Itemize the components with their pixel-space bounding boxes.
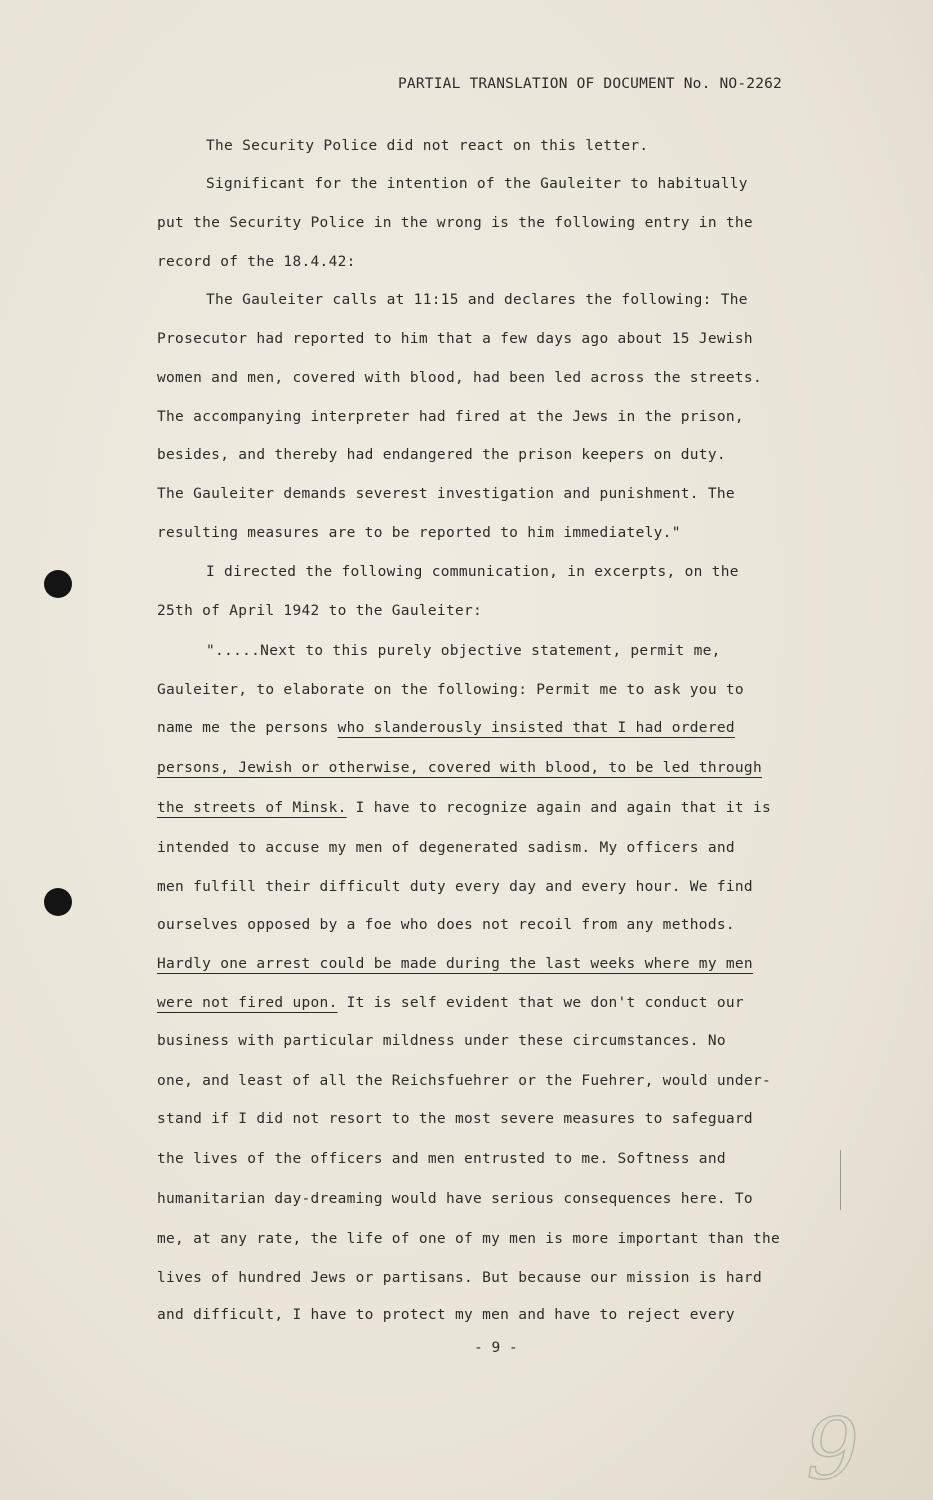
- text-line: [157, 525, 681, 541]
- punch-hole-bottom: [44, 888, 72, 916]
- text-line: [157, 800, 771, 816]
- text-segment: stand if I did not resort to the most severe measures to safeguard: [157, 1111, 753, 1127]
- text-line: [206, 564, 739, 580]
- text-line: [157, 447, 726, 463]
- text-segment: 25th of April 1942 to the Gauleiter:: [157, 603, 483, 619]
- text-line: [157, 1307, 735, 1323]
- underlined-text: the streets of Minsk.: [157, 800, 347, 816]
- text-line: [157, 1073, 771, 1089]
- text-segment: intended to accuse my men of degenerated sadism. My officers and: [157, 840, 735, 856]
- text-line: [157, 409, 744, 425]
- punch-hole-top: [44, 570, 72, 598]
- pencil-nine-mark: 9: [796, 1399, 868, 1498]
- text-line: [157, 1231, 780, 1247]
- text-segment: ourselves opposed by a foe who does not recoil from any methods.: [157, 917, 735, 933]
- text-line: [157, 760, 762, 776]
- text-line: [157, 1270, 762, 1286]
- text-line: [157, 603, 482, 619]
- text-line: [206, 643, 721, 659]
- document-header: PARTIAL TRANSLATION OF DOCUMENT No. NO-2262: [398, 76, 782, 92]
- text-segment: business with particular mildness under these circumstances. No: [157, 1033, 726, 1049]
- page-number: - 9 -: [474, 1340, 518, 1356]
- text-line: [157, 995, 744, 1011]
- text-line: [206, 176, 748, 192]
- text-segment: the lives of the officers and men entrusted to me. Softness and: [157, 1151, 726, 1167]
- text-segment: The accompanying interpreter had fired at the Jews in the prison,: [157, 409, 744, 425]
- text-segment: lives of hundred Jews or partisans. But because our mission is hard: [157, 1270, 762, 1286]
- text-line: [157, 956, 753, 972]
- text-segment: and difficult, I have to protect my men and have to reject every: [157, 1307, 735, 1323]
- text-line: [157, 1111, 753, 1127]
- text-line: [157, 840, 735, 856]
- text-segment: I directed the following communication, in excerpts, on the: [206, 564, 739, 580]
- text-segment: Prosecutor had reported to him that a few days ago about 15 Jewish: [157, 331, 753, 347]
- text-line: [157, 1191, 753, 1207]
- text-segment: Significant for the intention of the Gauleiter to habitually: [206, 176, 748, 192]
- text-segment: humanitarian day-dreaming would have serious consequences here. To: [157, 1191, 753, 1207]
- text-line: [157, 879, 753, 895]
- text-line: [157, 682, 744, 698]
- margin-bracket: [840, 1150, 849, 1210]
- text-line: [157, 720, 735, 736]
- text-segment: me, at any rate, the life of one of my men is more important than the: [157, 1231, 781, 1247]
- text-line: [157, 917, 735, 933]
- text-line: [206, 138, 648, 154]
- underlined-text: who slanderously insisted that I had ordered: [337, 720, 735, 736]
- text-segment: name me the persons: [157, 720, 338, 736]
- text-segment: put the Security Police in the wrong is the following entry in the: [157, 215, 753, 231]
- underlined-text: persons, Jewish or otherwise, covered with blood, to be led through: [157, 760, 762, 776]
- pencil-margin-note: [796, 1399, 868, 1498]
- text-segment: Gauleiter, to elaborate on the following: Permit me to ask you to: [157, 682, 744, 698]
- text-segment: resulting measures are to be reported to him immediately.": [157, 525, 681, 541]
- text-segment: ".....Next to this purely objective statement, permit me,: [206, 643, 721, 659]
- text-line: [157, 254, 356, 270]
- text-segment: The Gauleiter demands severest investigation and punishment. The: [157, 486, 735, 502]
- text-segment: men fulfill their difficult duty every day and every hour. We find: [157, 879, 753, 895]
- text-line: [157, 215, 753, 231]
- text-segment: The Gauleiter calls at 11:15 and declares the following: The: [206, 292, 748, 308]
- text-segment: women and men, covered with blood, had been led across the streets.: [157, 370, 762, 386]
- text-segment: I have to recognize again and again that it is: [346, 800, 772, 816]
- text-segment: The Security Police did not react on this letter.: [206, 138, 649, 154]
- text-line: [157, 331, 753, 347]
- underlined-text: Hardly one arrest could be made during the last weeks where my men: [157, 956, 753, 972]
- text-segment: record of the 18.4.42:: [157, 254, 356, 270]
- text-segment: one, and least of all the Reichsfuehrer or the Fuehrer, would under-: [157, 1073, 772, 1089]
- text-segment: It is self evident that we don't conduct our: [337, 995, 744, 1011]
- text-line: [157, 1033, 726, 1049]
- text-line: [157, 486, 735, 502]
- text-line: [206, 292, 748, 308]
- text-segment: besides, and thereby had endangered the prison keepers on duty.: [157, 447, 726, 463]
- text-line: [157, 1151, 726, 1167]
- underlined-text: were not fired upon.: [157, 995, 338, 1011]
- text-line: [157, 370, 762, 386]
